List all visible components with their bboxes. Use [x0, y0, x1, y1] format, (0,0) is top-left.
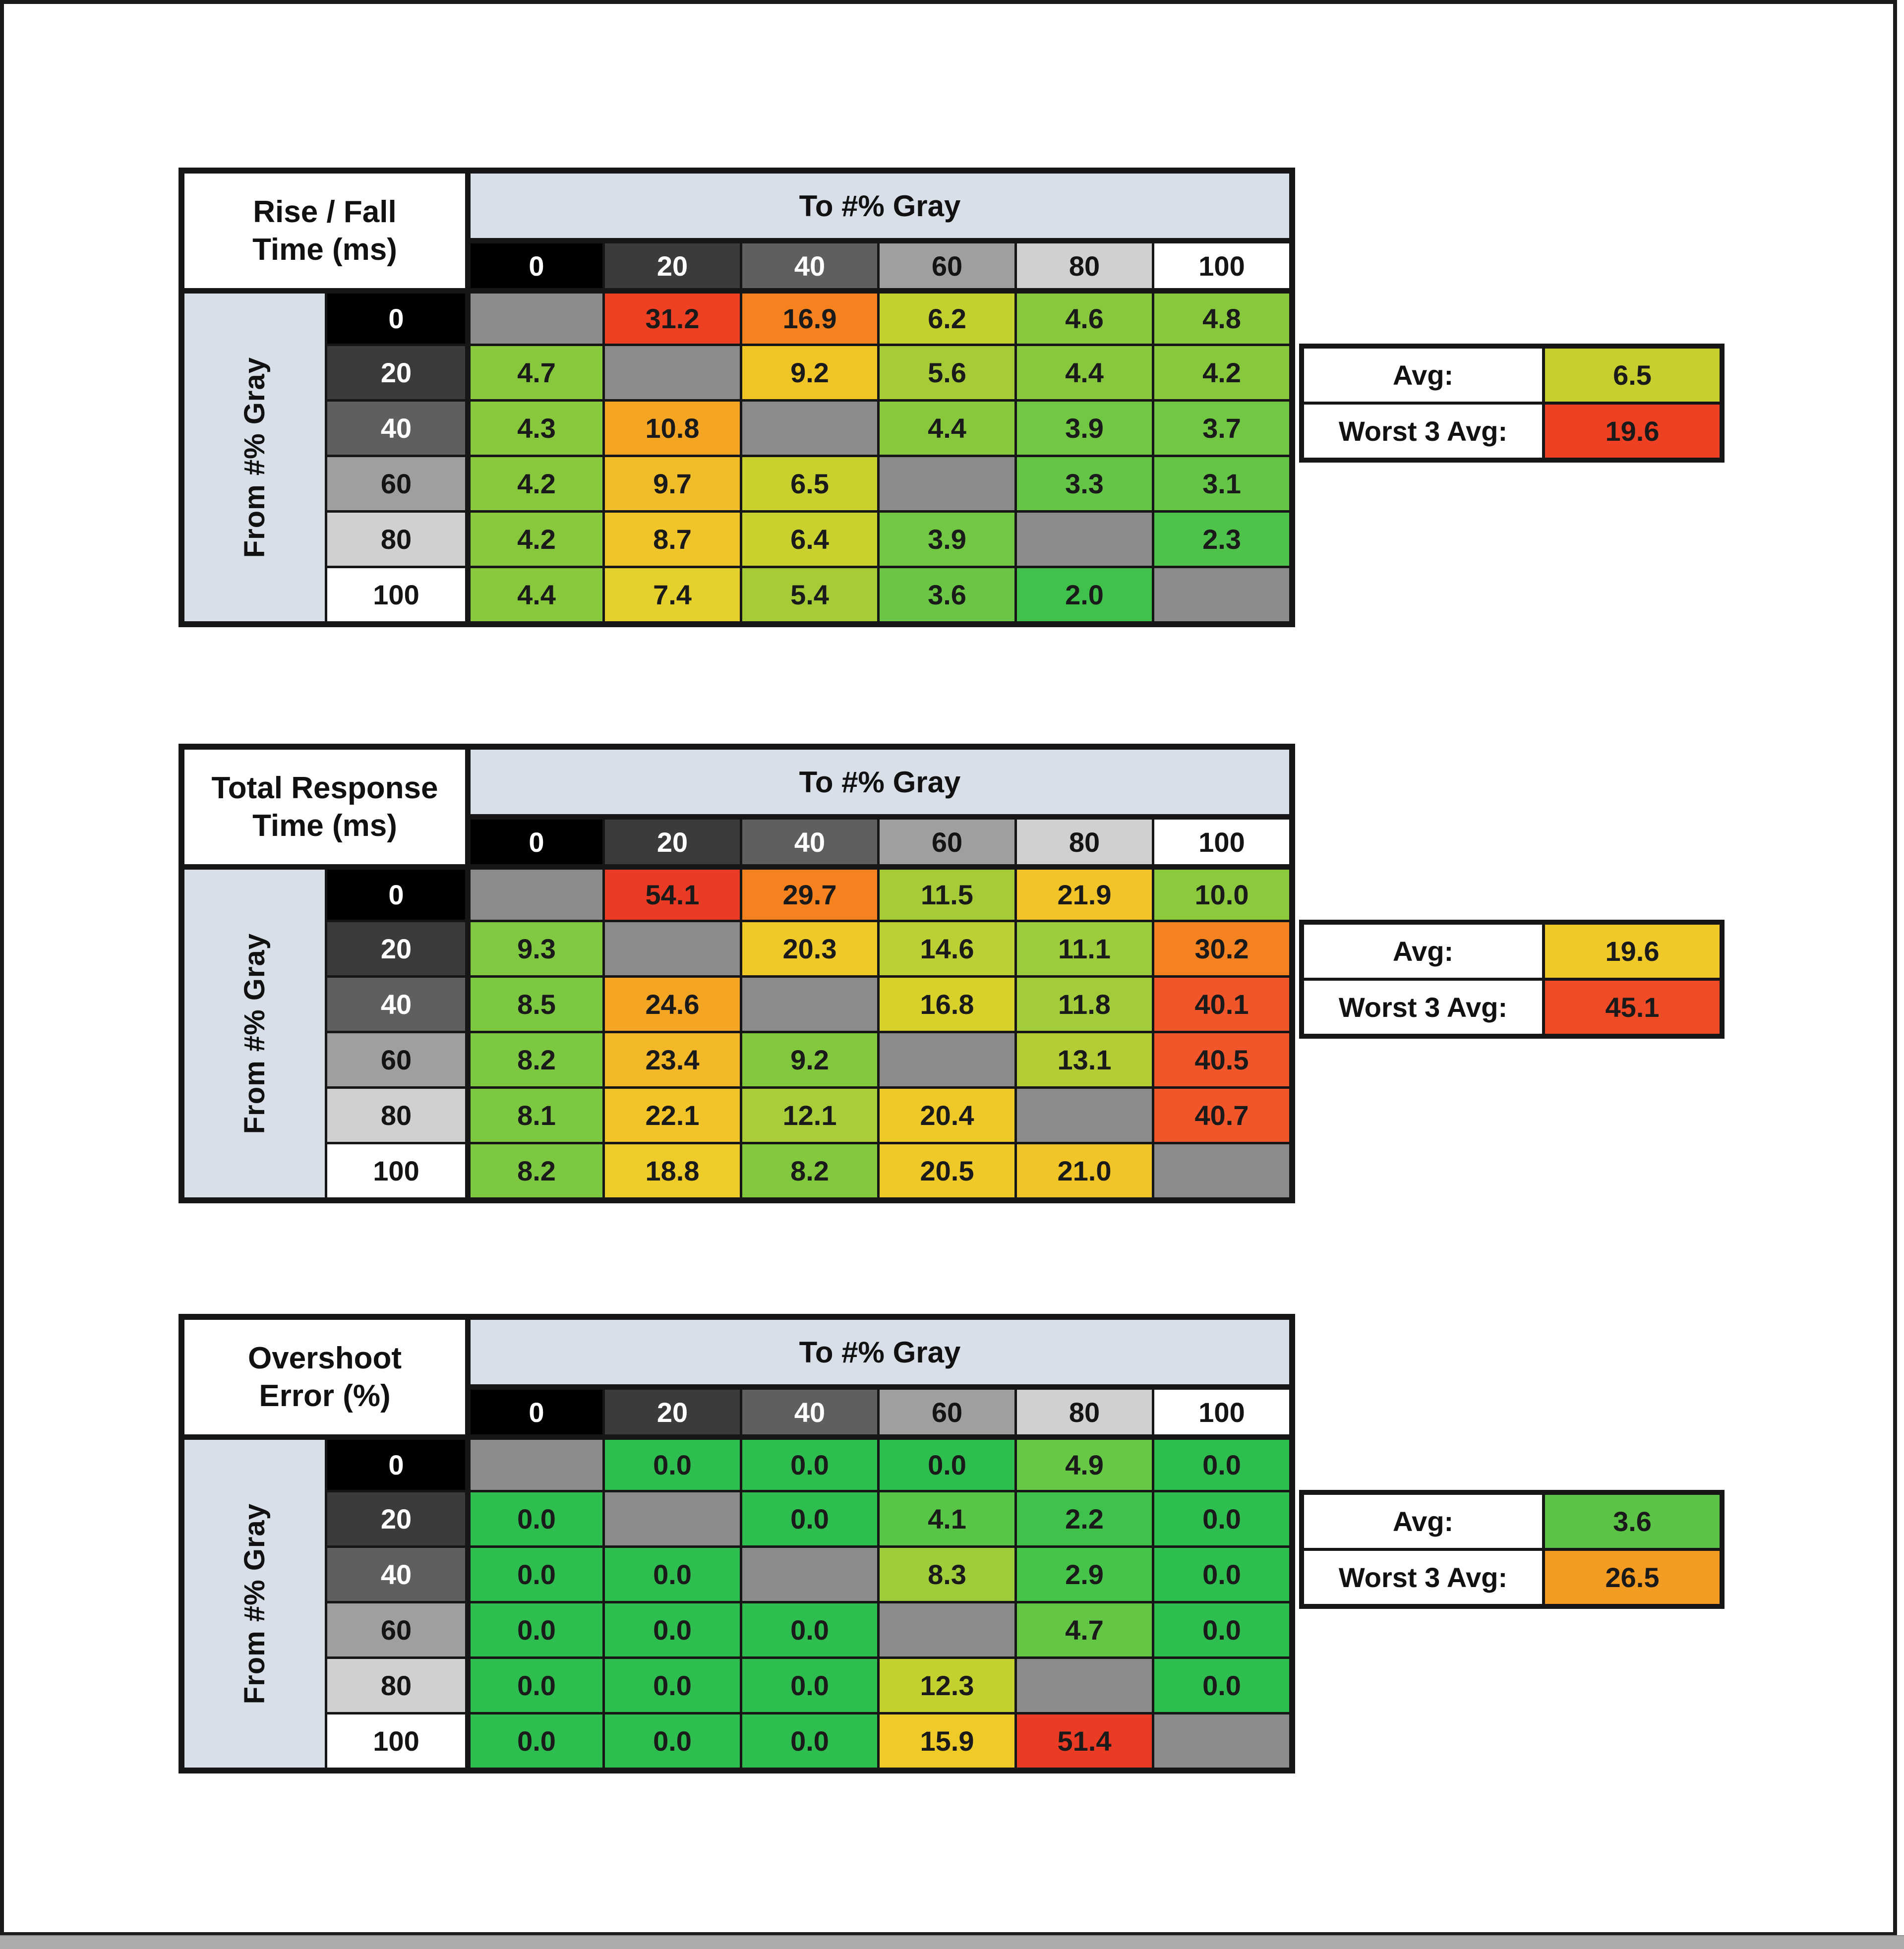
value-cell: 3.6: [880, 568, 1014, 621]
diagonal-cell: [1017, 1089, 1152, 1142]
value-cell: 0.0: [605, 1437, 740, 1490]
value-cell: 15.9: [880, 1714, 1014, 1768]
value-cell: 4.7: [1017, 1603, 1152, 1656]
value-cell: 8.5: [468, 978, 602, 1031]
table-title-line: Time (ms): [252, 808, 397, 843]
to-gray-header: To #% Gray: [468, 1320, 1289, 1384]
col-header: 20: [605, 1387, 740, 1434]
worst3-avg-value: 26.5: [1545, 1551, 1720, 1604]
avg-value: 6.5: [1545, 349, 1720, 402]
row-header: 60: [327, 1033, 465, 1086]
value-cell: 9.3: [468, 922, 602, 975]
value-cell: 0.0: [742, 1437, 877, 1490]
value-cell: 4.1: [880, 1492, 1014, 1545]
row-header: 100: [327, 1714, 465, 1768]
value-cell: 51.4: [1017, 1714, 1152, 1768]
value-cell: 54.1: [605, 867, 740, 920]
diagonal-cell: [1154, 1714, 1289, 1768]
value-cell: 0.0: [742, 1603, 877, 1656]
from-gray-label-text: From #% Gray: [238, 356, 271, 558]
diagonal-cell: [605, 922, 740, 975]
value-cell: 29.7: [742, 867, 877, 920]
row-header: 0: [327, 291, 465, 344]
diagonal-cell: [468, 1437, 602, 1490]
from-gray-label-text: From #% Gray: [238, 1503, 271, 1705]
value-cell: 0.0: [1154, 1548, 1289, 1601]
value-cell: 6.4: [742, 513, 877, 566]
window-edge-strip: [0, 1935, 1904, 1949]
value-cell: 6.5: [742, 457, 877, 510]
value-cell: 4.6: [1017, 291, 1152, 344]
from-gray-label: [184, 291, 325, 621]
value-cell: 31.2: [605, 291, 740, 344]
from-gray-label: [184, 867, 325, 1197]
avg-value: 19.6: [1545, 925, 1720, 978]
value-cell: 8.2: [468, 1033, 602, 1086]
table-title-line: Overshoot: [247, 1341, 402, 1375]
col-header: 100: [1154, 1387, 1289, 1434]
row-header: 0: [327, 1437, 465, 1490]
value-cell: 30.2: [1154, 922, 1289, 975]
value-cell: 0.0: [1154, 1437, 1289, 1490]
summary-box: [1299, 344, 1725, 463]
value-cell: 11.1: [1017, 922, 1152, 975]
total-response-time-table: [178, 744, 1660, 1203]
value-cell: 3.1: [1154, 457, 1289, 510]
col-header: 0: [468, 240, 602, 288]
value-cell: 0.0: [468, 1659, 602, 1712]
col-header: 40: [742, 1387, 877, 1434]
row-header: 80: [327, 513, 465, 566]
value-cell: 2.9: [1017, 1548, 1152, 1601]
row-header: 20: [327, 346, 465, 399]
value-cell: 20.3: [742, 922, 877, 975]
value-cell: 4.3: [468, 402, 602, 455]
worst3-avg-label: Worst 3 Avg:: [1304, 1551, 1542, 1604]
rise-fall-time-table: [178, 168, 1660, 627]
diagonal-cell: [880, 1603, 1014, 1656]
col-header: 80: [1017, 817, 1152, 864]
value-cell: 4.7: [468, 346, 602, 399]
col-header: 20: [605, 240, 740, 288]
value-cell: 0.0: [880, 1437, 1014, 1490]
diagonal-cell: [1154, 568, 1289, 621]
value-cell: 21.9: [1017, 867, 1152, 920]
value-cell: 0.0: [605, 1603, 740, 1656]
value-cell: 40.5: [1154, 1033, 1289, 1086]
value-cell: 0.0: [605, 1659, 740, 1712]
value-cell: 10.8: [605, 402, 740, 455]
diagonal-cell: [468, 291, 602, 344]
value-cell: 4.9: [1017, 1437, 1152, 1490]
diagonal-cell: [1017, 513, 1152, 566]
value-cell: 4.4: [880, 402, 1014, 455]
from-gray-label-text: From #% Gray: [238, 933, 271, 1134]
value-cell: 2.0: [1017, 568, 1152, 621]
value-cell: 2.2: [1017, 1492, 1152, 1545]
from-gray-label: [184, 1437, 325, 1768]
col-header: 0: [468, 1387, 602, 1434]
diagonal-cell: [605, 346, 740, 399]
diagonal-cell: [742, 1548, 877, 1601]
value-cell: 16.8: [880, 978, 1014, 1031]
table-title-line: Error (%): [259, 1378, 391, 1413]
worst3-avg-value: 19.6: [1545, 405, 1720, 458]
row-header: 20: [327, 922, 465, 975]
value-cell: 14.6: [880, 922, 1014, 975]
to-gray-header: To #% Gray: [468, 750, 1289, 814]
value-cell: 0.0: [468, 1714, 602, 1768]
value-cell: 9.7: [605, 457, 740, 510]
value-cell: 0.0: [605, 1548, 740, 1601]
value-cell: 4.8: [1154, 291, 1289, 344]
value-cell: 0.0: [1154, 1659, 1289, 1712]
col-header: 40: [742, 817, 877, 864]
value-cell: 23.4: [605, 1033, 740, 1086]
diagonal-cell: [880, 457, 1014, 510]
value-cell: 0.0: [468, 1548, 602, 1601]
value-cell: 40.1: [1154, 978, 1289, 1031]
value-cell: 0.0: [468, 1603, 602, 1656]
value-cell: 8.7: [605, 513, 740, 566]
value-cell: 11.5: [880, 867, 1014, 920]
col-header: 20: [605, 817, 740, 864]
value-cell: 21.0: [1017, 1144, 1152, 1197]
worst3-avg-label: Worst 3 Avg:: [1304, 405, 1542, 458]
heatmap-grid: [178, 744, 1295, 1203]
value-cell: 2.3: [1154, 513, 1289, 566]
value-cell: 0.0: [1154, 1492, 1289, 1545]
heatmap-grid: [178, 1314, 1295, 1773]
value-cell: 0.0: [605, 1714, 740, 1768]
value-cell: 8.2: [742, 1144, 877, 1197]
value-cell: 3.7: [1154, 402, 1289, 455]
value-cell: 16.9: [742, 291, 877, 344]
value-cell: 9.2: [742, 1033, 877, 1086]
value-cell: 0.0: [742, 1492, 877, 1545]
value-cell: 4.4: [1017, 346, 1152, 399]
diagonal-cell: [1154, 1144, 1289, 1197]
value-cell: 20.4: [880, 1089, 1014, 1142]
value-cell: 11.8: [1017, 978, 1152, 1031]
value-cell: 24.6: [605, 978, 740, 1031]
col-header: 60: [880, 240, 1014, 288]
avg-label: Avg:: [1304, 1495, 1542, 1548]
diagonal-cell: [468, 867, 602, 920]
summary-box: [1299, 920, 1725, 1039]
col-header: 100: [1154, 240, 1289, 288]
value-cell: 18.8: [605, 1144, 740, 1197]
overshoot-error-table: [178, 1314, 1660, 1773]
value-cell: 9.2: [742, 346, 877, 399]
table-title: [184, 750, 465, 864]
worst3-avg-label: Worst 3 Avg:: [1304, 981, 1542, 1034]
worst3-avg-value: 45.1: [1545, 981, 1720, 1034]
row-header: 60: [327, 1603, 465, 1656]
table-title: [184, 1320, 465, 1434]
row-header: 40: [327, 1548, 465, 1601]
value-cell: 12.1: [742, 1089, 877, 1142]
row-header: 100: [327, 1144, 465, 1197]
value-cell: 40.7: [1154, 1089, 1289, 1142]
value-cell: 3.9: [880, 513, 1014, 566]
to-gray-header: To #% Gray: [468, 174, 1289, 238]
row-header: 40: [327, 402, 465, 455]
col-header: 80: [1017, 240, 1152, 288]
avg-value: 3.6: [1545, 1495, 1720, 1548]
value-cell: 10.0: [1154, 867, 1289, 920]
value-cell: 8.2: [468, 1144, 602, 1197]
value-cell: 6.2: [880, 291, 1014, 344]
avg-label: Avg:: [1304, 349, 1542, 402]
value-cell: 8.3: [880, 1548, 1014, 1601]
row-header: 60: [327, 457, 465, 510]
value-cell: 4.2: [468, 457, 602, 510]
value-cell: 0.0: [1154, 1603, 1289, 1656]
value-cell: 4.2: [1154, 346, 1289, 399]
table-title-line: Rise / Fall: [253, 194, 397, 229]
value-cell: 0.0: [742, 1659, 877, 1712]
value-cell: 12.3: [880, 1659, 1014, 1712]
diagonal-cell: [880, 1033, 1014, 1086]
value-cell: 0.0: [468, 1492, 602, 1545]
value-cell: 22.1: [605, 1089, 740, 1142]
value-cell: 7.4: [605, 568, 740, 621]
row-header: 40: [327, 978, 465, 1031]
col-header: 0: [468, 817, 602, 864]
col-header: 80: [1017, 1387, 1152, 1434]
value-cell: 5.4: [742, 568, 877, 621]
value-cell: 4.4: [468, 568, 602, 621]
diagonal-cell: [742, 978, 877, 1031]
value-cell: 20.5: [880, 1144, 1014, 1197]
col-header: 40: [742, 240, 877, 288]
value-cell: 13.1: [1017, 1033, 1152, 1086]
value-cell: 4.2: [468, 513, 602, 566]
value-cell: 8.1: [468, 1089, 602, 1142]
diagonal-cell: [1017, 1659, 1152, 1712]
value-cell: 0.0: [742, 1714, 877, 1768]
table-title-line: Total Response: [211, 770, 438, 805]
col-header: 60: [880, 817, 1014, 864]
diagonal-cell: [605, 1492, 740, 1545]
row-header: 80: [327, 1659, 465, 1712]
col-header: 100: [1154, 817, 1289, 864]
value-cell: 3.9: [1017, 402, 1152, 455]
row-header: 80: [327, 1089, 465, 1142]
avg-label: Avg:: [1304, 925, 1542, 978]
row-header: 100: [327, 568, 465, 621]
table-title-line: Time (ms): [252, 232, 397, 267]
table-title: [184, 174, 465, 288]
summary-box: [1299, 1490, 1725, 1609]
row-header: 0: [327, 867, 465, 920]
heatmap-grid: [178, 168, 1295, 627]
diagonal-cell: [742, 402, 877, 455]
value-cell: 3.3: [1017, 457, 1152, 510]
col-header: 60: [880, 1387, 1014, 1434]
value-cell: 5.6: [880, 346, 1014, 399]
row-header: 20: [327, 1492, 465, 1545]
